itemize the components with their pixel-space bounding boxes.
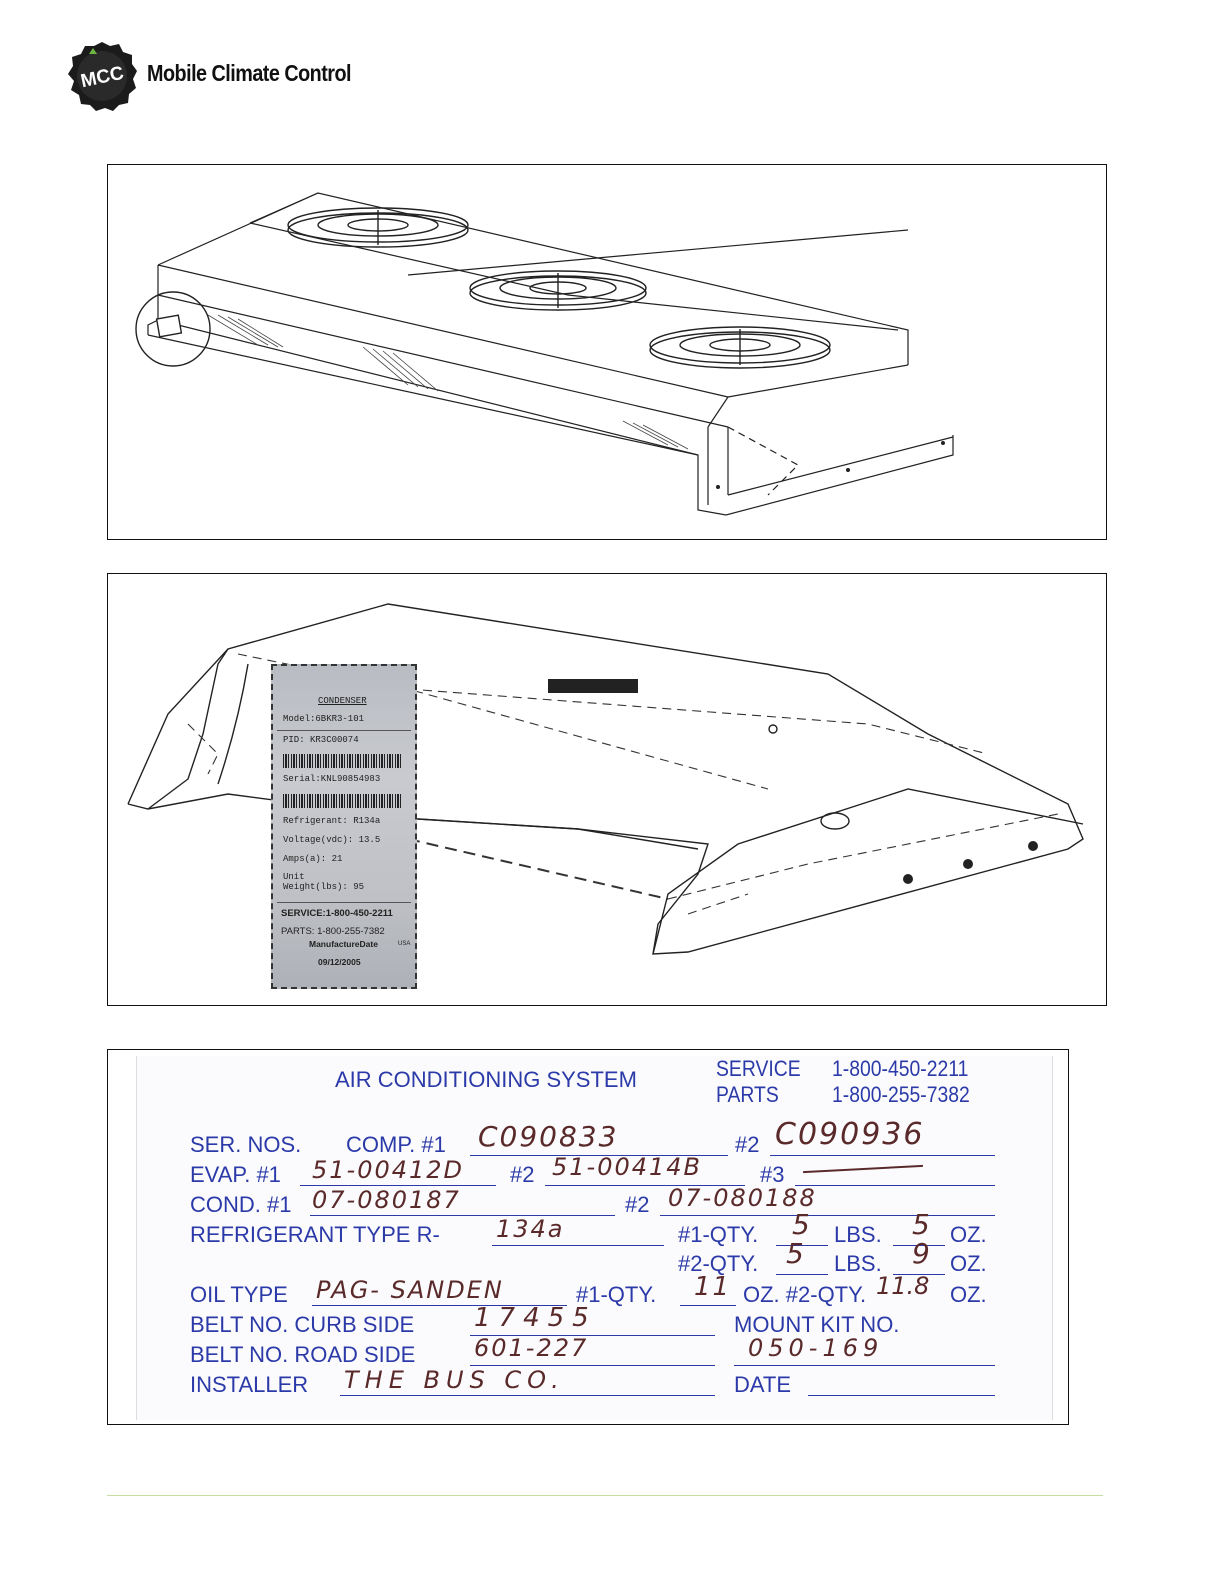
- evap2-label: #2: [510, 1162, 535, 1187]
- parts-phone: 1-800-255-7382: [832, 1082, 970, 1107]
- installer-label: INSTALLER: [190, 1372, 309, 1397]
- label-model: Model:6BKR3-101: [283, 714, 365, 724]
- label-manufacture-date: ManufactureDate: [309, 939, 378, 949]
- date-label: DATE: [734, 1372, 792, 1397]
- comp2-label: #2: [735, 1132, 760, 1157]
- evap1-value: 51-00412D: [312, 1156, 465, 1184]
- logo-text: MCC: [78, 62, 126, 93]
- unit-drawing-panel-2: [107, 573, 1107, 1006]
- label-unit: Unit: [283, 872, 305, 882]
- mount-kit-value: 050-169: [748, 1334, 884, 1362]
- comp1-value: C090833: [478, 1120, 619, 1153]
- label-title: CONDENSER: [318, 696, 367, 706]
- roof-unit-drawing: [108, 165, 1107, 540]
- oz1-label: OZ.: [950, 1222, 987, 1247]
- oil-oz1-label: OZ. #2-QTY.: [743, 1282, 867, 1307]
- lbs1-label: LBS.: [834, 1222, 882, 1247]
- label-date: 09/12/2005: [318, 957, 361, 967]
- label-weight: Weight(lbs): 95: [283, 882, 365, 892]
- belt-curb-value: 17455: [474, 1303, 597, 1333]
- label-serial: Serial:KNL90854983: [283, 774, 381, 784]
- belt-road-value: 601-227: [474, 1334, 589, 1362]
- refrigerant-label: REFRIGERANT TYPE R-: [190, 1222, 440, 1247]
- oil-type-value: PAG- SANDEN: [316, 1276, 504, 1304]
- belt-curb-label: BELT NO. CURB SIDE: [190, 1312, 415, 1337]
- oil-oz2-label: OZ.: [950, 1282, 987, 1307]
- oil-type-label: OIL TYPE: [190, 1282, 288, 1307]
- qty1-label: #1-QTY.: [678, 1222, 759, 1247]
- lbs2-label: LBS.: [834, 1251, 882, 1276]
- evap3-label: #3: [760, 1162, 785, 1187]
- service-label: SERVICE: [716, 1056, 801, 1081]
- cond2-value: 07-080188: [668, 1184, 817, 1212]
- oil-qty2-value: 11.8: [876, 1272, 930, 1300]
- label-pid: PID: KR3C00074: [283, 735, 359, 745]
- oz2-label: OZ.: [950, 1251, 987, 1276]
- lbs2-value: 9: [912, 1237, 932, 1270]
- serial-barcode: [283, 794, 403, 808]
- qty2-value: 5: [786, 1237, 806, 1270]
- oil-qty1-value: 11: [694, 1272, 732, 1302]
- belt-road-label: BELT NO. ROAD SIDE: [190, 1342, 416, 1367]
- cond1-value: 07-080187: [312, 1186, 461, 1214]
- qty1-value: 5: [792, 1208, 812, 1241]
- condenser-unit-drawing: [108, 574, 1107, 1006]
- form-title: AIR CONDITIONING SYSTEM: [335, 1067, 637, 1092]
- evap2-value: 51-00414B: [552, 1153, 703, 1181]
- service-phone: 1-800-450-2211: [832, 1056, 969, 1081]
- condenser-label: [271, 664, 417, 989]
- comp2-value: C090936: [775, 1117, 925, 1152]
- parts-label: PARTS: [716, 1082, 779, 1107]
- mcc-logo: [66, 40, 138, 112]
- evap1-label: EVAP. #1: [190, 1162, 281, 1187]
- oil-qty1-label: #1-QTY.: [576, 1282, 657, 1307]
- label-service: SERVICE:1-800-450-2211: [281, 908, 393, 919]
- qty2-label: #2-QTY.: [678, 1251, 759, 1276]
- unit-drawing-panel-1: [107, 164, 1107, 540]
- ser-nos-label: SER. NOS.: [190, 1132, 302, 1157]
- refrigerant-value: 134a: [496, 1215, 565, 1243]
- label-amps: Amps(a): 21: [283, 854, 343, 864]
- label-usa: USA: [398, 941, 411, 947]
- label-refrigerant: Refrigerant: R134a: [283, 816, 381, 826]
- label-parts: PARTS: 1-800-255-7382: [281, 926, 385, 937]
- cond2-label: #2: [625, 1192, 650, 1217]
- lbs1-value: 5: [912, 1208, 932, 1241]
- comp1-label: COMP. #1: [346, 1132, 446, 1157]
- label-voltage: Voltage(vdc): 13.5: [283, 835, 381, 845]
- pid-barcode: [283, 754, 403, 768]
- installer-value: THE BUS CO.: [344, 1366, 565, 1394]
- mount-kit-label: MOUNT KIT NO.: [734, 1312, 900, 1337]
- cond1-label: COND. #1: [190, 1192, 292, 1217]
- footer-divider: [107, 1495, 1103, 1496]
- brand-name: Mobile Climate Control: [147, 60, 352, 86]
